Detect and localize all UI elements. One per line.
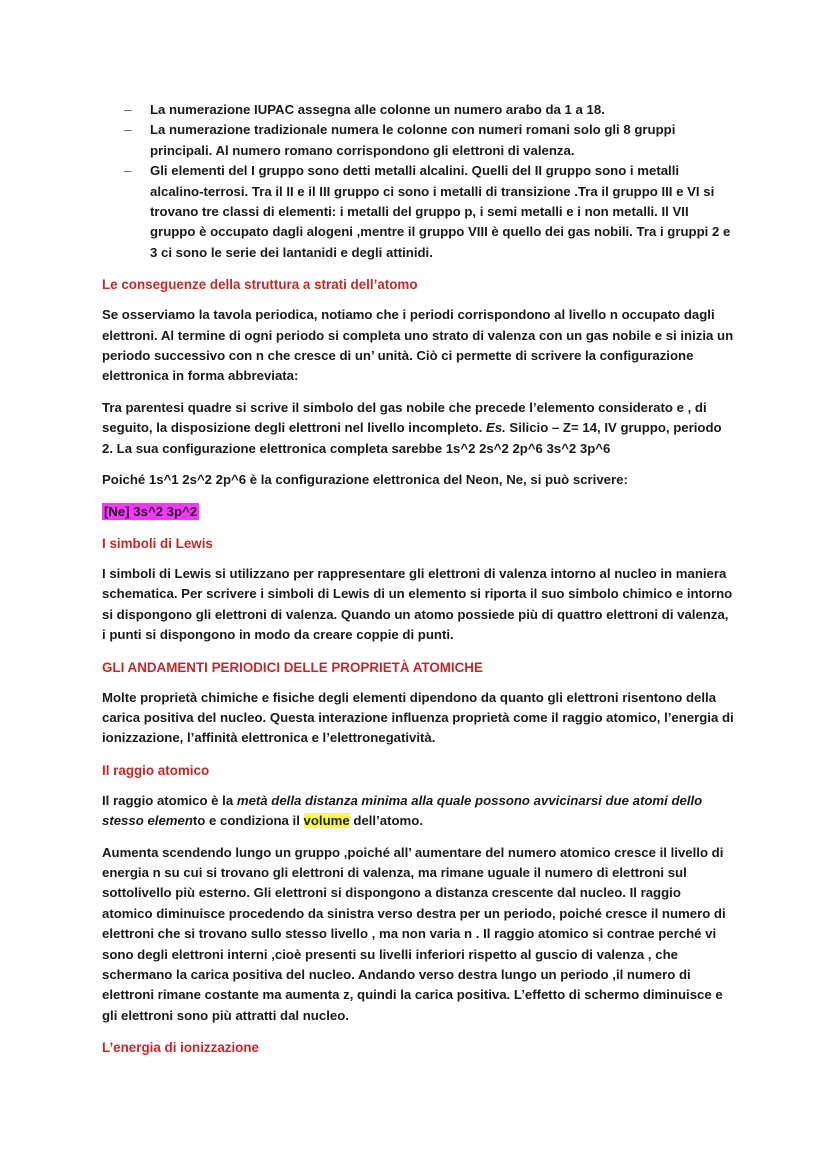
dash-marker: –	[124, 163, 132, 179]
section-heading-struttura: Le conseguenze della struttura a strati dell’atomo	[102, 277, 418, 293]
paragraph: Poiché 1s^1 2s^2 2p^6 è la configurazione elettronica del Neon, Ne, si può scrivere:	[102, 472, 628, 488]
highlighted-word: volume	[303, 813, 350, 829]
paragraph: Molte proprietà chimiche e fisiche degli elementi dipendono da quanto gli elettroni risentono della carica positiva del nucleo. Questa interazione influenza proprietà come il raggio atomico, l’energia di ionizzazione, l’affinità elettronica e l’elettronegatività.	[102, 689, 734, 746]
dash-marker: –	[124, 122, 132, 138]
paragraph: Aumenta scendendo lungo un gruppo ,poiché all’ aumentare del numero atomico cresce il livello di energia n su cui si trovano gli elettroni di valenza, ma rimane uguale il numero di elettroni sul sottolivello più esterno. Gli elettroni si dispongono a distanza crescente dal nucleo. Il raggio atomico diminuisce procedendo da sinistra verso destra per un periodo, poiché cresce il numero di elettroni che si trovano sullo stesso livello , ma non varia n . Il raggio atomico si contrae perché vi sono degli elettroni interni ,cioè presenti su livelli inferiori rispetto al guscio di valenza , che schermano la carica positiva del nucleo. Andando verso destra lungo un periodo ,il numero di elettroni rimane costante ma aumenta z, quindi la carica positiva. L’effetto di schermo diminuisce e gli elettroni sono più attratti dal nucleo.	[102, 844, 726, 1023]
paragraph: Se osserviamo la tavola periodica, notiamo che i periodi corrispondono al livello n occupato dagli elettroni. Al termine di ogni periodo si completa uno strato di valenza con un gas nobile e si inizia un periodo successivo con n che cresce di un’ unità. Ciò ci permette di scrivere la configurazione elettronica in forma abbreviata:	[102, 307, 734, 384]
section-heading-ionizzazione: L’energia di ionizzazione	[102, 1040, 259, 1056]
paragraph: Tra parentesi quadre si scrive il simbolo del gas nobile che precede l’elemento considerato e , di seguito, la disposizione degli elettroni nel livello incompleto. Es. Silicio – Z= 14, IV gruppo, periodo 2. La sua configurazione elettronica completa sarebbe 1s^2 2s^2 2p^6 3s^2 3p^6	[102, 399, 722, 456]
section-heading-raggio: Il raggio atomico	[102, 762, 210, 778]
section-heading-lewis: I simboli di Lewis	[102, 535, 213, 551]
formula-line	[102, 502, 734, 522]
list-item: – La numerazione tradizionale numera le colonne con numeri romani solo gli 8 gruppi principali. Al numero romano corrispondono gli elettroni di valenza.	[124, 122, 676, 158]
list-item: – La numerazione IUPAC assegna alle colonne un numero arabo da 1 a 18.	[102, 100, 734, 120]
section-heading-andamenti: GLI ANDAMENTI PERIODICI DELLE PROPRIETÀ ATOMICHE	[102, 659, 483, 675]
highlighted-formula: [Ne] 3s^2 3p^2	[104, 503, 198, 519]
list-item: – Gli elementi del I gruppo sono detti metalli alcalini. Quelli del II gruppo sono i metalli alcalino-terrosi. Tra il II e il III gruppo ci sono i metalli di transizione .Tra il gruppo III e VI si trovano tre classi di elementi: i metalli del gruppo p, i semi metalli e i non metalli. Il VII gruppo è occupato dagli alogeni ,mentre il gruppo VIII è quello dei gas nobili. Tra i gruppi 2 e 3 ci sono le serie dei lantanidi e degli attinidi.	[124, 163, 731, 260]
paragraph: I simboli di Lewis si utilizzano per rappresentare gli elettroni di valenza intorno al nucleo in maniera schematica. Per scrivere i simboli di Lewis di un elemento si riporta il suo simbolo chimico e intorno si dispongono gli elettroni di valenza. Quando un atomo possiede più di quattro elettroni di valenza, i punti si dispongono in modo da creare coppie di punti.	[102, 565, 733, 643]
bullet-list	[102, 100, 734, 263]
dash-marker: –	[124, 102, 132, 117]
paragraph: Il raggio atomico è la metà della distanza minima alla quale possono avvicinarsi due atomi dello stesso elemento e condiziona il volume dell’atomo.	[102, 792, 703, 829]
